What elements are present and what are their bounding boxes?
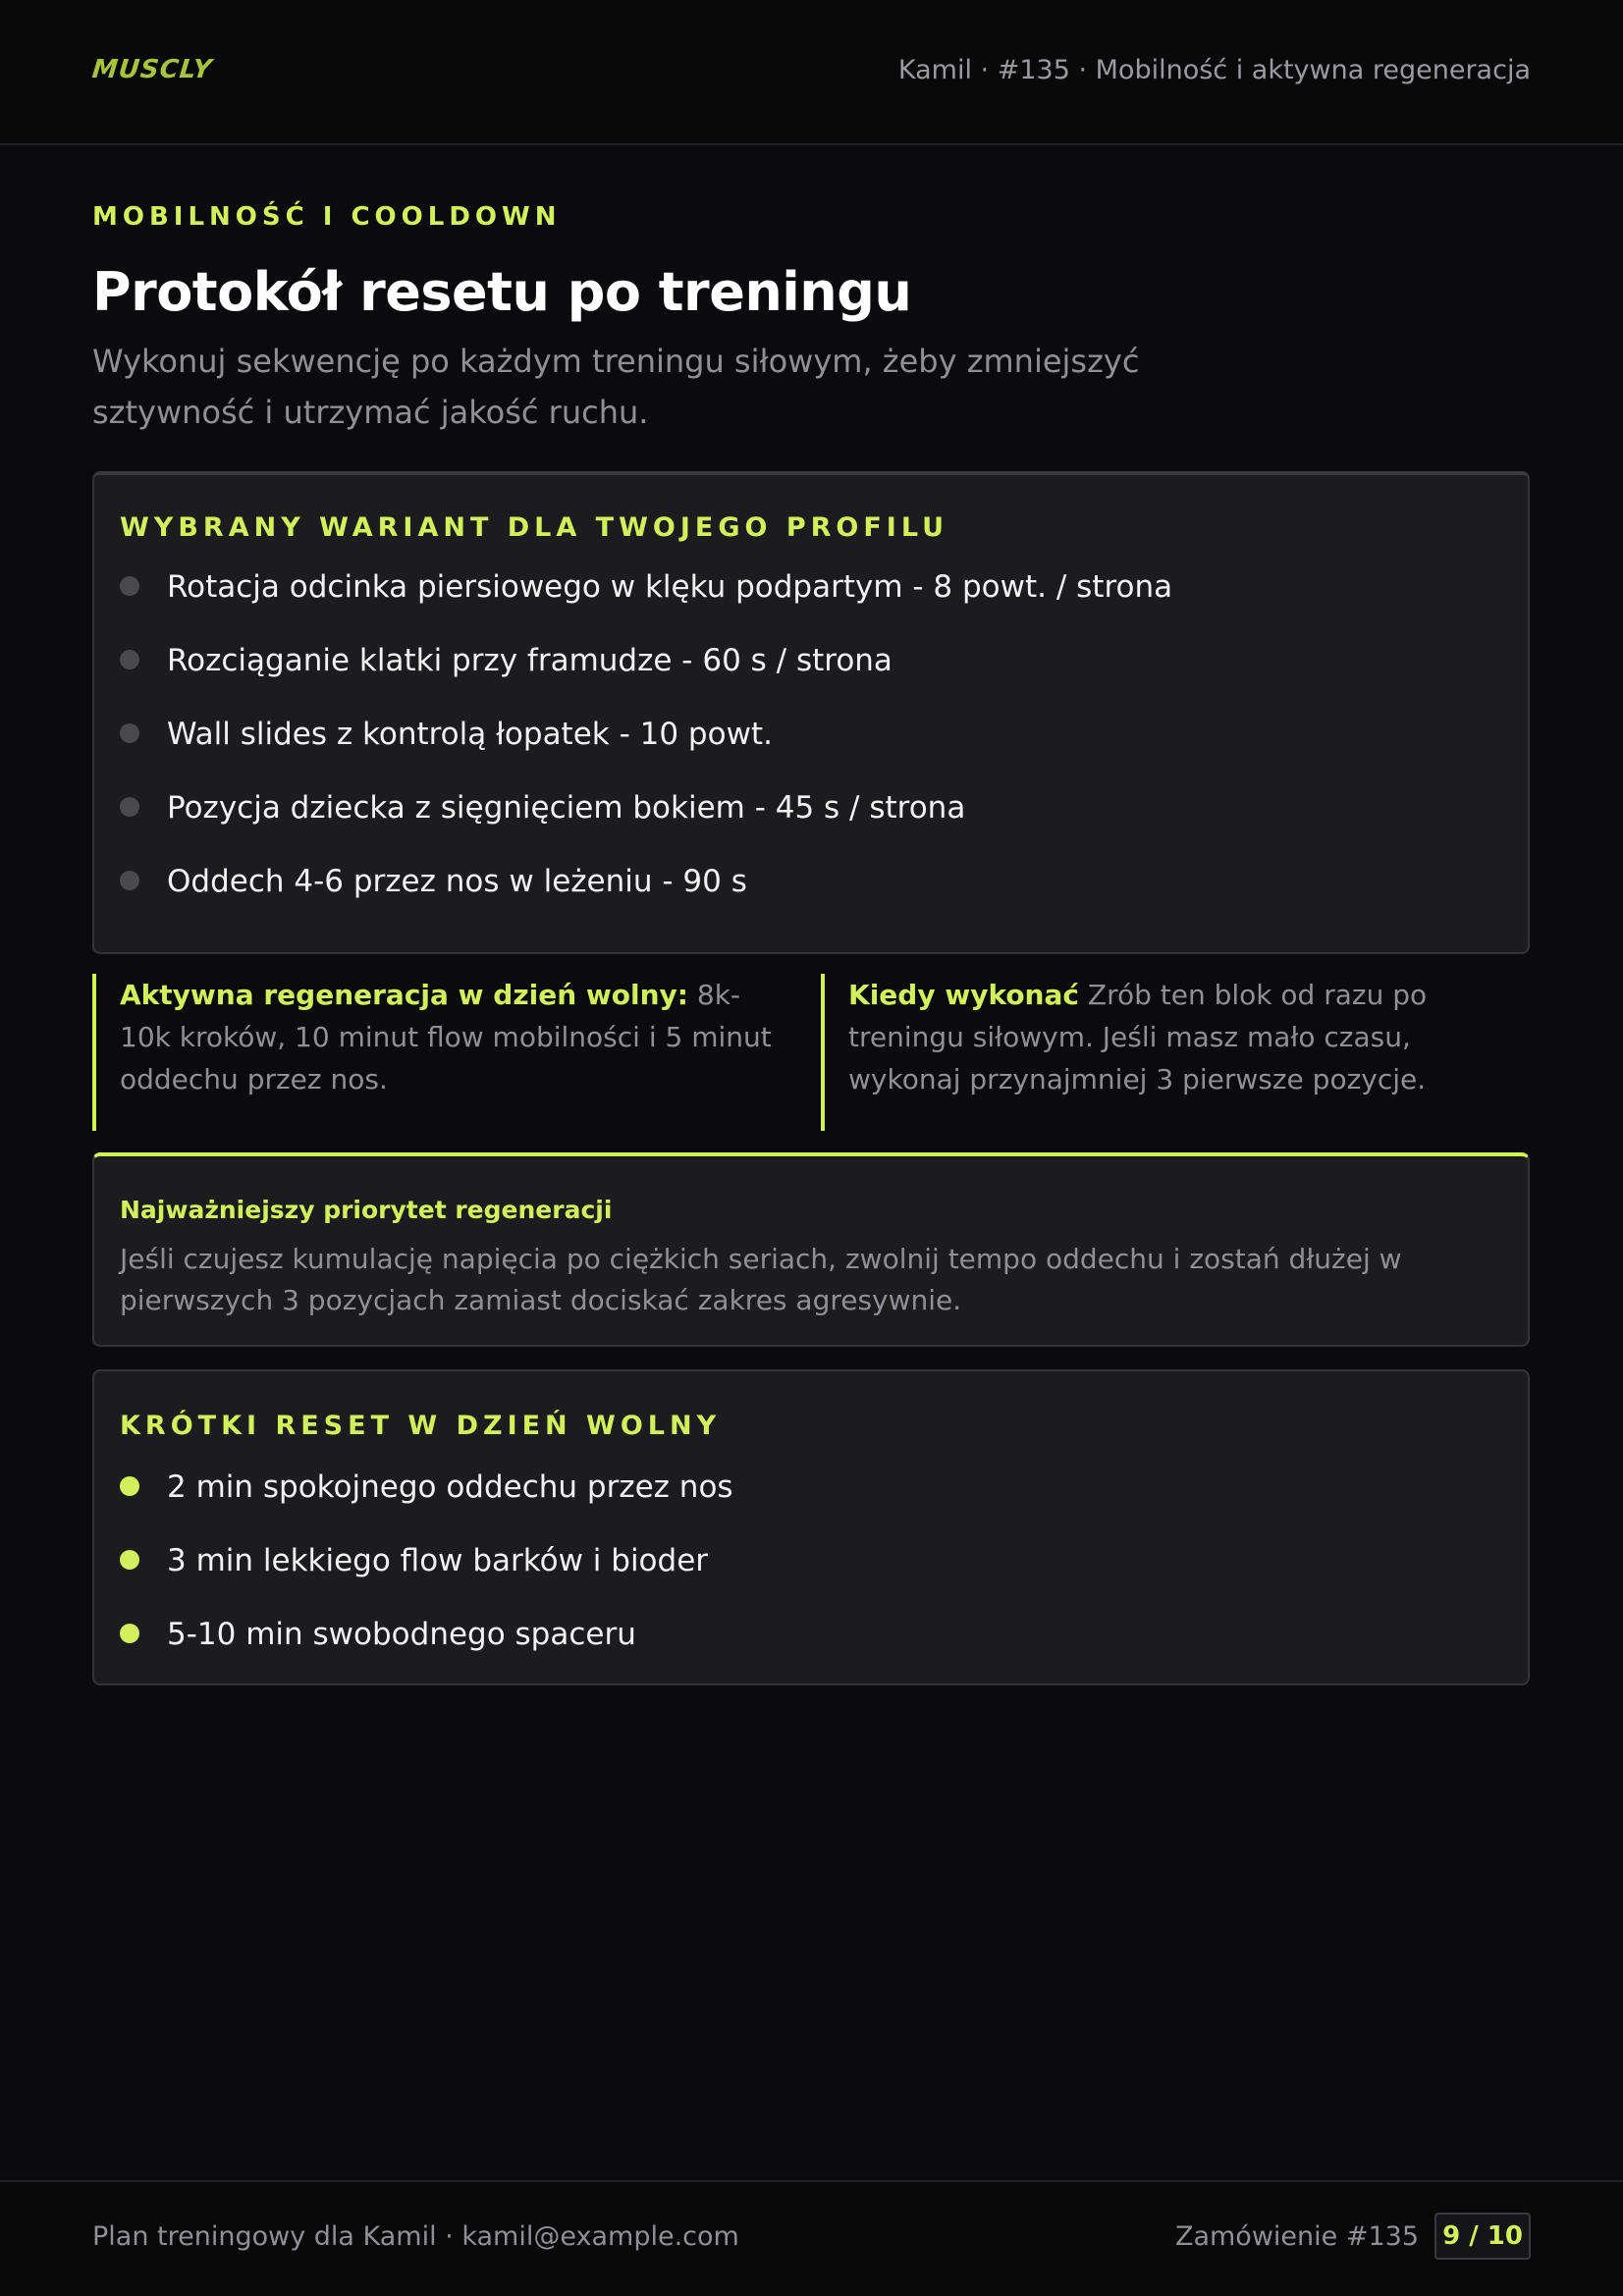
bullet-dot-icon (120, 650, 139, 669)
reset-card (92, 1369, 1530, 1685)
list-item-text: Rotacja odcinka piersiowego w klęku podpartym - 8 powt. / strona (167, 569, 1173, 605)
priority-card (92, 1152, 1530, 1347)
list-item (120, 1615, 1502, 1688)
list-item-text: Oddech 4-6 przez nos w leżeniu - 90 s (167, 864, 747, 899)
list-item-text: Pozycja dziecka z sięgnięciem bokiem - 45 s / strona (167, 790, 966, 826)
list-item (120, 641, 1502, 715)
section-eyebrow: MOBILNOŚĆ I COOLDOWN (92, 202, 562, 232)
bullet-dot-icon (120, 871, 139, 890)
bullet-dot-icon (120, 1624, 139, 1643)
list-item (120, 567, 1502, 641)
list-item (120, 715, 1502, 788)
active-recovery-note (92, 974, 780, 1131)
variant-card (92, 471, 1530, 954)
when-to-do-note (821, 974, 1530, 1131)
page-title: Protokół resetu po treningu (92, 261, 912, 323)
when-to-do-text: Zrób ten blok od razu po treningu siłowym. Jeśli masz mało czasu, wykonaj przynajmniej 3 pierwsze pozycje. (848, 979, 1428, 1095)
bullet-dot-icon (120, 797, 139, 817)
list-item-text: Wall slides z kontrolą łopatek - 10 powt. (167, 717, 773, 752)
reset-card-label: KRÓTKI RESET W DZIEŃ WOLNY (120, 1411, 722, 1441)
page-footer (0, 2180, 1623, 2296)
page-subtitle: Wykonuj sekwencję po każdym treningu siłowym, żeby zmniejszyć sztywność i utrzymać jakość ruchu. (92, 343, 1140, 431)
list-item (120, 1541, 1502, 1615)
bullet-dot-icon (120, 576, 139, 596)
list-item (120, 788, 1502, 862)
page-header (0, 0, 1623, 145)
priority-title: Najważniejszy priorytet regeneracji (120, 1196, 613, 1224)
list-item (120, 862, 1502, 935)
footer-order-number: Zamówienie #135 (1174, 2221, 1419, 2252)
list-item (120, 1468, 1502, 1541)
brand-logo: MUSCLY (90, 55, 214, 84)
footer-plan-info: Plan treningowy dla Kamil · kamil@example.com (92, 2221, 739, 2252)
variant-list (120, 567, 1502, 935)
active-recovery-text: 8k-10k kroków, 10 minut flow mobilności i 5 minut oddechu przez nos. (120, 979, 772, 1095)
active-recovery-lead: Aktywna regeneracja w dzień wolny: (120, 979, 688, 1011)
page-number-badge: 9 / 10 (1434, 2213, 1531, 2260)
bullet-dot-icon (120, 723, 139, 743)
bullet-dot-icon (120, 1476, 139, 1496)
bullet-dot-icon (120, 1550, 139, 1570)
priority-text: Jeśli czujesz kumulację napięcia po ciężkich seriach, zwolnij tempo oddechu i zostań dłużej w pierwszych 3 pozycjach zamiast dociskać zakres agresywnie. (120, 1243, 1402, 1316)
list-item-text: Rozciąganie klatki przy framudze - 60 s / strona (167, 643, 893, 678)
reset-list (120, 1468, 1502, 1688)
variant-card-label: WYBRANY WARIANT DLA TWOJEGO PROFILU (120, 512, 949, 543)
list-item-text: 2 min spokojnego oddechu przez nos (167, 1469, 733, 1505)
list-item-text: 5-10 min swobodnego spaceru (167, 1617, 636, 1652)
header-meta: Kamil · #135 · Mobilność i aktywna regeneracja (897, 55, 1531, 85)
when-to-do-lead: Kiedy wykonać (848, 979, 1079, 1011)
list-item-text: 3 min lekkiego flow barków i bioder (167, 1543, 709, 1578)
